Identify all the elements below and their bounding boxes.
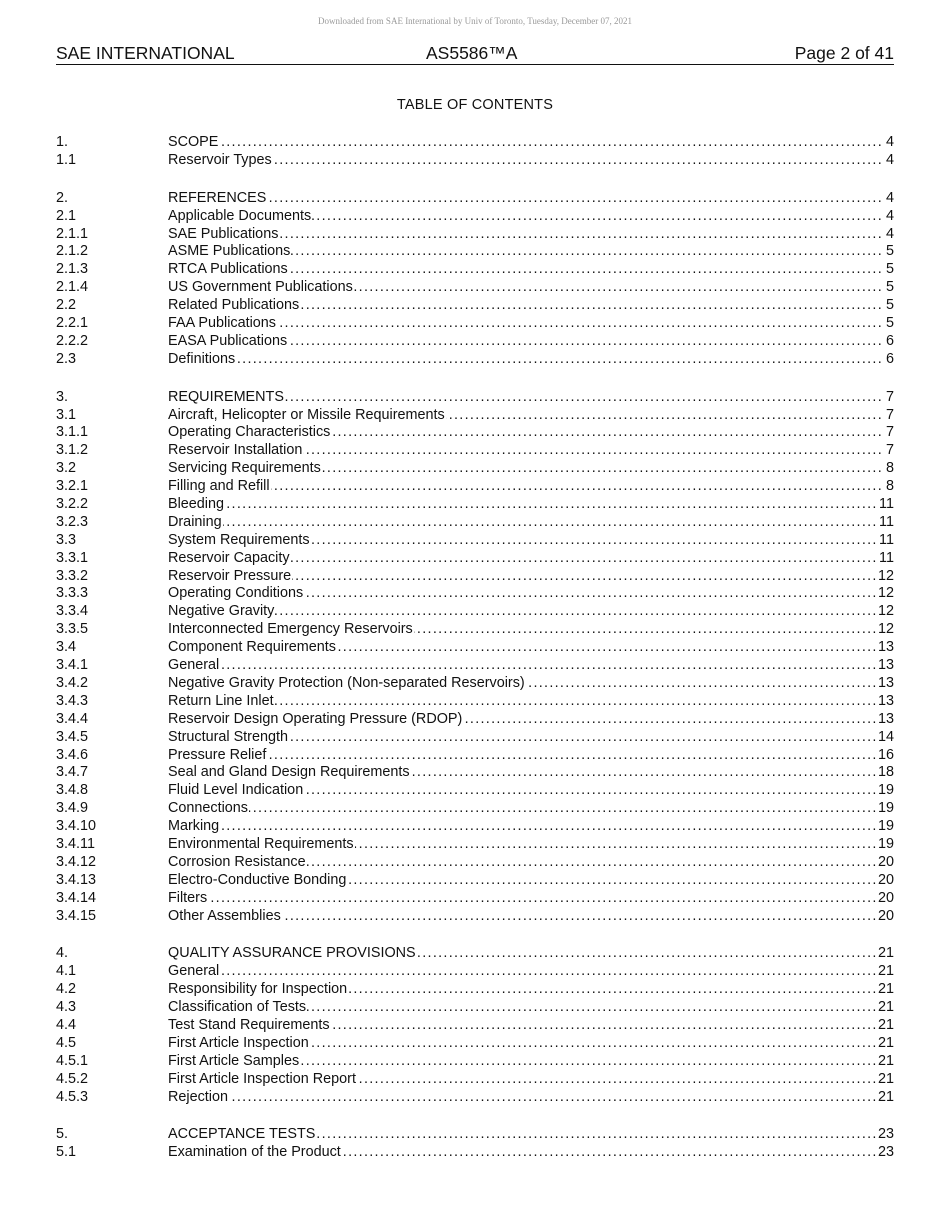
toc-entry-title-with-leader [168,478,884,496]
toc-entry-page: 13 [877,674,894,691]
toc-entry-page: 7 [885,388,894,405]
toc-entry-title-with-leader [168,1053,876,1071]
toc-entry[interactable] [56,999,894,1017]
toc-entry[interactable] [56,963,894,981]
toc-entry-title-with-leader [168,514,877,532]
toc-section [56,945,894,1106]
toc-entry-title[interactable]: Definitions [168,350,236,367]
toc-entry-title[interactable]: Pressure Relief [168,746,267,763]
toc-entry[interactable] [56,226,894,244]
toc-entry-page: 6 [885,332,894,349]
toc-entry-title[interactable]: SAE Publications [168,225,279,242]
toc-entry-number: 2.1 [56,207,77,224]
toc-entry[interactable] [56,800,894,818]
toc-entry-number: 3.4.9 [56,800,89,817]
toc-entry-number: 4.5.2 [56,1070,89,1087]
toc-entry-title-with-leader [168,550,877,568]
toc-entry-title[interactable]: Bleeding [168,496,225,513]
toc-entry-page: 12 [877,621,894,638]
toc-entry-number: 4.5.3 [56,1088,89,1105]
toc-entry-title-with-leader [168,1071,876,1089]
toc-entry[interactable] [56,460,894,478]
toc-entry-title[interactable]: Reservoir Installation [168,442,303,459]
toc-entry-page: 20 [877,907,894,924]
toc-entry-title-with-leader [168,134,884,152]
toc-entry-title[interactable]: Draining [168,513,222,530]
toc-entry[interactable] [56,297,894,315]
toc-entry[interactable] [56,908,894,926]
toc-entry-title-with-leader [168,297,884,315]
toc-entry-number: 3.4.6 [56,746,89,763]
toc-entry-number: 3.4.2 [56,674,89,691]
toc-entry-title-with-leader [168,190,884,208]
toc-entry[interactable] [56,1126,894,1144]
toc-entry-number: 3.3 [56,531,77,548]
toc-entry-title-with-leader [168,711,876,729]
toc-entry-page: 20 [877,889,894,906]
toc-entry[interactable] [56,621,894,639]
toc-entry[interactable] [56,693,894,711]
toc-entry[interactable] [56,747,894,765]
toc-entry-page: 13 [877,657,894,674]
toc-entry-title[interactable]: Applicable Documents [168,207,312,224]
toc-entry-title-with-leader [168,389,884,407]
toc-entry-title[interactable]: Examination of the Product [168,1144,341,1161]
toc-title: TABLE OF CONTENTS [396,97,554,113]
table-of-contents [56,134,894,1182]
download-watermark: Downloaded from SAE International by Univ of Toronto, Tuesday, December 07, 2021 [317,16,633,26]
toc-entry[interactable] [56,152,894,170]
toc-entry-title-with-leader [168,424,884,442]
toc-entry-title-with-leader [168,890,876,908]
toc-entry-page: 21 [877,1016,894,1033]
toc-entry-title-with-leader [168,693,876,711]
toc-entry[interactable] [56,1053,894,1071]
toc-entry[interactable] [56,1089,894,1107]
toc-entry-page: 21 [877,1070,894,1087]
toc-entry-title-with-leader [168,1017,876,1035]
toc-entry-number: 4.5 [56,1034,77,1051]
toc-entry-number: 3.4.3 [56,692,89,709]
toc-entry-page: 23 [877,1144,894,1161]
toc-entry[interactable] [56,639,894,657]
toc-entry-title[interactable]: Other Assemblies [168,907,281,924]
toc-section [56,389,894,926]
toc-entry-title[interactable]: REQUIREMENTS [168,388,284,405]
toc-entry-title-with-leader [168,782,876,800]
toc-entry-title[interactable]: Negative Gravity Protection (Non-separated Reservoirs) [168,674,525,691]
toc-entry-title[interactable]: Reservoir Pressure [168,567,292,584]
toc-entry-title[interactable]: Reservoir Capacity [168,549,290,566]
toc-entry-title[interactable]: Electro-Conductive Bonding [168,871,347,888]
toc-entry-title[interactable]: EASA Publications [168,332,288,349]
toc-entry-number: 2.2.2 [56,332,89,349]
toc-entry-number: 3.1 [56,406,77,423]
toc-entry-number: 2. [56,189,69,206]
toc-entry-page: 20 [877,871,894,888]
toc-entry-page: 8 [885,460,894,477]
toc-entry-page: 5 [885,279,894,296]
toc-entry-number: 3.2.3 [56,513,89,530]
toc-entry-title[interactable]: Return Line Inlet [168,692,274,709]
toc-section [56,134,894,170]
toc-entry-number: 3.4.14 [56,889,97,906]
toc-entry-page: 18 [877,764,894,781]
toc-entry-page: 5 [885,243,894,260]
toc-entry[interactable] [56,764,894,782]
toc-entry-number: 3.2 [56,460,77,477]
toc-entry-number: 4.5.1 [56,1052,89,1069]
toc-entry[interactable] [56,603,894,621]
toc-entry[interactable] [56,315,894,333]
toc-entry-page: 4 [885,134,894,150]
toc-entry-number: 3.4.13 [56,871,97,888]
toc-entry-title-with-leader [168,407,884,425]
toc-entry-number: 3.3.4 [56,603,89,620]
toc-entry-page: 11 [879,549,894,566]
toc-entry-title[interactable]: General [168,963,220,980]
toc-entry-page: 21 [877,999,894,1016]
toc-entry-title-with-leader [168,1126,876,1144]
toc-entry-title-with-leader [168,729,876,747]
toc-entry[interactable] [56,1144,894,1162]
toc-entry-page: 12 [877,585,894,602]
toc-entry-number: 3.4.15 [56,907,97,924]
toc-entry-number: 3.4.10 [56,818,97,835]
toc-entry[interactable] [56,134,894,152]
toc-entry[interactable] [56,407,894,425]
toc-entry-page: 14 [877,728,894,745]
toc-entry-title[interactable]: Filling and Refill [168,478,270,495]
toc-entry-number: 2.1.1 [56,225,89,242]
toc-entry-number: 5.1 [56,1144,77,1161]
toc-entry[interactable] [56,1071,894,1089]
toc-entry-title[interactable]: Corrosion Resistance [168,853,306,870]
toc-entry-page: 19 [877,818,894,835]
toc-entry[interactable] [56,1035,894,1053]
toc-entry[interactable] [56,243,894,261]
toc-entry-title[interactable]: REFERENCES [168,189,267,206]
toc-entry-title[interactable]: Operating Characteristics [168,424,331,441]
toc-entry-title[interactable]: Negative Gravity [168,603,275,620]
toc-entry-title[interactable]: Test Stand Requirements [168,1016,330,1033]
toc-entry-title[interactable]: First Article Inspection [168,1034,309,1051]
toc-entry-title[interactable]: Aircraft, Helicopter or Missile Requirements [168,406,445,423]
toc-entry-page: 20 [877,853,894,870]
toc-entry-title-with-leader [168,908,876,926]
toc-entry-title-with-leader [168,532,877,550]
toc-entry-page: 21 [877,945,894,962]
toc-entry-title-with-leader [168,872,876,890]
toc-entry-title-with-leader [168,657,876,675]
toc-entry-number: 2.1.2 [56,243,89,260]
toc-entry-number: 2.2 [56,297,77,314]
toc-entry[interactable] [56,711,894,729]
toc-entry-title[interactable]: ASME Publications [168,243,291,260]
toc-entry-title-with-leader [168,261,884,279]
toc-entry-title[interactable]: US Government Publications [168,279,353,296]
toc-entry[interactable] [56,872,894,890]
toc-entry-number: 3.3.3 [56,585,89,602]
toc-entry[interactable] [56,568,894,586]
toc-entry[interactable] [56,442,894,460]
toc-entry[interactable] [56,890,894,908]
toc-entry-page: 13 [877,692,894,709]
toc-entry-title[interactable]: Marking [168,818,220,835]
toc-entry[interactable] [56,729,894,747]
toc-entry-number: 3.4.5 [56,728,89,745]
toc-entry[interactable] [56,1017,894,1035]
toc-entry-title-with-leader [168,1035,876,1053]
toc-entry-number: 3.3.5 [56,621,89,638]
toc-entry-number: 2.2.1 [56,315,89,332]
toc-entry-number: 4.1 [56,963,77,980]
toc-entry-page: 13 [877,710,894,727]
toc-entry-number: 3.4.7 [56,764,89,781]
toc-entry-page: 13 [877,639,894,656]
toc-entry-title[interactable]: Fluid Level Indication [168,782,304,799]
toc-entry-page: 21 [877,981,894,998]
toc-entry-page: 4 [885,189,894,206]
toc-entry-number: 3.4 [56,639,77,656]
toc-entry-page: 7 [885,424,894,441]
toc-entry-number: 4.4 [56,1016,77,1033]
toc-entry-title[interactable]: Responsibility for Inspection [168,981,348,998]
toc-entry-title[interactable]: QUALITY ASSURANCE PROVISIONS [168,945,416,962]
toc-entry-number: 3.1.1 [56,424,89,441]
toc-entry-page: 5 [885,315,894,332]
toc-entry-title-with-leader [168,208,884,226]
toc-entry-page: 12 [877,603,894,620]
toc-entry-page: 21 [877,1052,894,1069]
toc-entry-title-with-leader [168,945,876,963]
toc-entry-number: 3.4.12 [56,853,97,870]
toc-entry-title-with-leader [168,333,884,351]
toc-entry-title-with-leader [168,675,876,693]
toc-entry-number: 3.1.2 [56,442,89,459]
toc-entry[interactable] [56,657,894,675]
toc-entry-page: 5 [885,261,894,278]
toc-entry-page: 8 [885,478,894,495]
header-document-id: AS5586™A [426,43,518,63]
toc-entry[interactable] [56,836,894,854]
toc-entry-title-with-leader [168,981,876,999]
toc-entry-title-with-leader [168,747,876,765]
toc-entry-number: 1. [56,134,69,150]
toc-entry-page: 11 [879,513,894,530]
toc-entry-number: 3. [56,388,69,405]
header-organization: SAE INTERNATIONAL [56,43,235,63]
toc-entry-title-with-leader [168,226,884,244]
toc-entry-title[interactable]: First Article Samples [168,1052,300,1069]
toc-entry-title[interactable]: Environmental Requirements [168,835,354,852]
toc-entry-title-with-leader [168,836,876,854]
toc-entry-number: 3.2.2 [56,496,89,513]
header-page-number: Page 2 of 41 [794,43,894,63]
toc-entry-page: 7 [885,442,894,459]
toc-entry-title-with-leader [168,764,876,782]
toc-entry-title[interactable]: RTCA Publications [168,261,288,278]
toc-entry-page: 19 [877,835,894,852]
toc-entry-title-with-leader [168,1089,876,1107]
toc-entry[interactable] [56,261,894,279]
toc-entry[interactable] [56,424,894,442]
toc-entry-title-with-leader [168,854,876,872]
toc-entry-number: 1.1 [56,151,77,168]
toc-entry-title[interactable]: Classification of Tests [168,999,307,1016]
toc-entry-number: 2.3 [56,350,77,367]
toc-entry-title[interactable]: Related Publications [168,297,300,314]
toc-entry-title-with-leader [168,963,876,981]
toc-entry-number: 5. [56,1126,69,1143]
toc-section [56,190,894,369]
toc-entry-title[interactable]: Reservoir Design Operating Pressure (RDOP) [168,710,463,727]
toc-entry-page: 19 [877,782,894,799]
toc-entry[interactable] [56,550,894,568]
toc-entry-title-with-leader [168,152,884,170]
toc-entry-title[interactable]: General [168,657,220,674]
toc-entry-page: 4 [885,151,894,168]
toc-entry-page: 6 [885,350,894,367]
toc-entry-number: 3.4.1 [56,657,89,674]
toc-entry[interactable] [56,585,894,603]
toc-entry-page: 16 [877,746,894,763]
toc-entry-title[interactable]: Reservoir Types [168,151,272,168]
toc-entry-page: 21 [877,1088,894,1105]
toc-entry[interactable] [56,981,894,999]
toc-entry[interactable] [56,279,894,297]
toc-entry[interactable] [56,945,894,963]
toc-entry-title-with-leader [168,279,884,297]
toc-entry-page: 21 [877,1034,894,1051]
toc-entry-title-with-leader [168,442,884,460]
toc-entry-title-with-leader [168,568,876,586]
toc-entry[interactable] [56,190,894,208]
toc-entry-title[interactable]: FAA Publications [168,315,276,332]
toc-entry-page: 19 [877,800,894,817]
toc-entry-page: 23 [877,1126,894,1143]
toc-entry[interactable] [56,351,894,369]
toc-entry-page: 4 [885,225,894,242]
toc-entry-title-with-leader [168,585,876,603]
toc-entry-number: 4. [56,945,69,962]
toc-entry-number: 3.2.1 [56,478,89,495]
toc-entry-title[interactable]: Interconnected Emergency Reservoirs [168,621,413,638]
toc-entry-number: 3.4.11 [56,835,95,852]
toc-entry-title[interactable]: Filters [168,889,208,906]
toc-entry-page: 5 [885,297,894,314]
toc-entry-number: 3.3.2 [56,567,89,584]
toc-entry[interactable] [56,208,894,226]
toc-entry-number: 3.3.1 [56,549,89,566]
toc-entry-page: 7 [885,406,894,423]
toc-entry[interactable] [56,389,894,407]
toc-entry-title[interactable]: Connections [168,800,248,817]
toc-entry-number: 3.4.4 [56,710,89,727]
toc-entry-page: 21 [877,963,894,980]
toc-entry-title[interactable]: First Article Inspection Report [168,1070,356,1087]
toc-entry-title-with-leader [168,818,876,836]
toc-entry-title-with-leader [168,603,876,621]
toc-entry-title-with-leader [168,243,884,261]
toc-entry-page: 12 [877,567,894,584]
toc-entry-number: 2.1.3 [56,261,89,278]
page-header [56,43,894,65]
toc-entry-title[interactable]: Seal and Gland Design Requirements [168,764,410,781]
toc-entry[interactable] [56,496,894,514]
toc-entry[interactable] [56,782,894,800]
toc-entry-title-with-leader [168,999,876,1017]
toc-entry-title-with-leader [168,1144,876,1162]
toc-entry-number: 4.3 [56,999,77,1016]
toc-entry-title[interactable]: Servicing Requirements [168,460,321,477]
toc-entry-title-with-leader [168,460,884,478]
toc-entry[interactable] [56,532,894,550]
toc-entry-number: 2.1.4 [56,279,89,296]
toc-entry-page: 11 [879,496,894,513]
toc-entry-page: 4 [885,207,894,224]
toc-entry-title[interactable]: ACCEPTANCE TESTS [168,1126,316,1143]
toc-entry-title-with-leader [168,800,876,818]
toc-entry-number: 3.4.8 [56,782,89,799]
toc-entry-title[interactable]: Structural Strength [168,728,288,745]
toc-entry[interactable] [56,675,894,693]
toc-entry-page: 11 [879,531,894,548]
toc-entry-title[interactable]: Operating Conditions [168,585,304,602]
toc-section [56,1126,894,1162]
toc-entry-title[interactable]: SCOPE [168,134,219,150]
toc-entry-title-with-leader [168,639,876,657]
toc-entry[interactable] [56,514,894,532]
toc-entry[interactable] [56,854,894,872]
toc-entry-title[interactable]: Rejection [168,1088,228,1105]
toc-entry[interactable] [56,818,894,836]
toc-entry-title[interactable]: Component Requirements [168,639,336,656]
toc-entry[interactable] [56,333,894,351]
toc-entry-title-with-leader [168,496,877,514]
toc-entry-title-with-leader [168,351,884,369]
toc-entry[interactable] [56,478,894,496]
toc-entry-title-with-leader [168,621,876,639]
toc-entry-title-with-leader [168,315,884,333]
toc-entry-number: 4.2 [56,981,77,998]
toc-entry-title[interactable]: System Requirements [168,531,310,548]
